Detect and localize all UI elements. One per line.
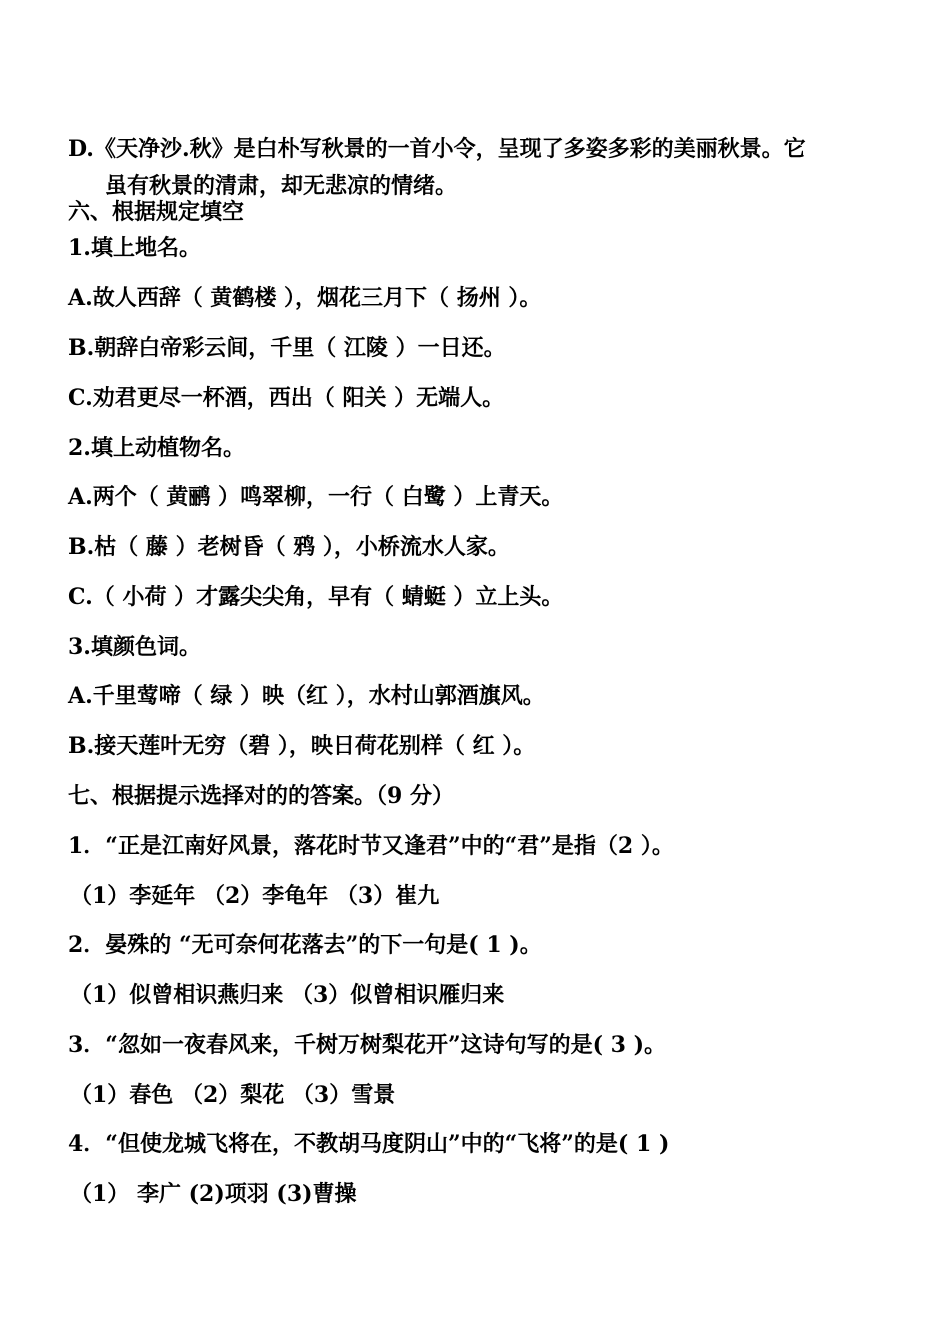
question-2a: A.两个（ 黄鹂 ）鸣翠柳，一行（ 白鹭 ）上青天。 (68, 484, 564, 510)
choice-question-3: 3．“忽如一夜春风来，千树万树梨花开”这诗句写的是( 3 )。 (68, 1032, 667, 1058)
section-seven-heading: 七、根据提示选择对的的答案。（9 分） (68, 783, 454, 809)
question-1c: C.劝君更尽一杯酒，西出（ 阳关 ）无端人。 (68, 385, 505, 411)
choice-question-4: 4．“但使龙城飞将在，不教胡马度阴山”中的“飞将”的是( 1 ) (68, 1131, 670, 1157)
question-1-title: 1.填上地名。 (68, 235, 201, 261)
choice-question-4-options: （1） 李广 (2)项羽 (3)曹操 (70, 1181, 357, 1207)
option-d-line2: 虽有秋景的清肃，却无悲凉的情绪。 (105, 173, 458, 199)
question-3-title: 3.填颜色词。 (68, 634, 201, 660)
choice-question-2: 2．晏殊的 “无可奈何花落去”的下一句是( 1 )。 (68, 932, 542, 958)
question-1b: B.朝辞白帝彩云间，千里（ 江陵 ）一日还。 (68, 335, 506, 361)
question-3a: A.千里莺啼（ 绿 ）映（红 ），水村山郭酒旗风。 (68, 683, 545, 709)
option-d-line1: D.《天净沙.秋》是白朴写秋景的一首小令，呈现了多姿多彩的美丽秋景。它 (68, 136, 806, 162)
choice-question-1: 1．“正是江南好风景，落花时节又逢君”中的“君”是指（2 ）。 (68, 833, 674, 859)
question-3b: B.接天莲叶无穷（碧 ），映日荷花别样（ 红 ）。 (68, 733, 536, 759)
choice-question-1-options: （1）李延年 （2）李龟年 （3）崔九 (70, 883, 440, 909)
choice-question-2-options: （1）似曾相识燕归来 （3）似曾相识雁归来 (70, 982, 505, 1008)
question-1a: A.故人西辞（ 黄鹤楼 ），烟花三月下（ 扬州 ）。 (68, 285, 542, 311)
section-six-heading: 六、根据规定填空 (68, 199, 245, 225)
question-2-title: 2.填上动植物名。 (68, 435, 245, 461)
question-2b: B.枯（ 藤 ）老树昏（ 鸦 ），小桥流水人家。 (68, 534, 510, 560)
choice-question-3-options: （1）春色 （2）梨花 （3）雪景 (70, 1082, 396, 1108)
question-2c: C.（ 小荷 ）才露尖尖角，早有（ 蜻蜓 ）立上头。 (68, 584, 564, 610)
